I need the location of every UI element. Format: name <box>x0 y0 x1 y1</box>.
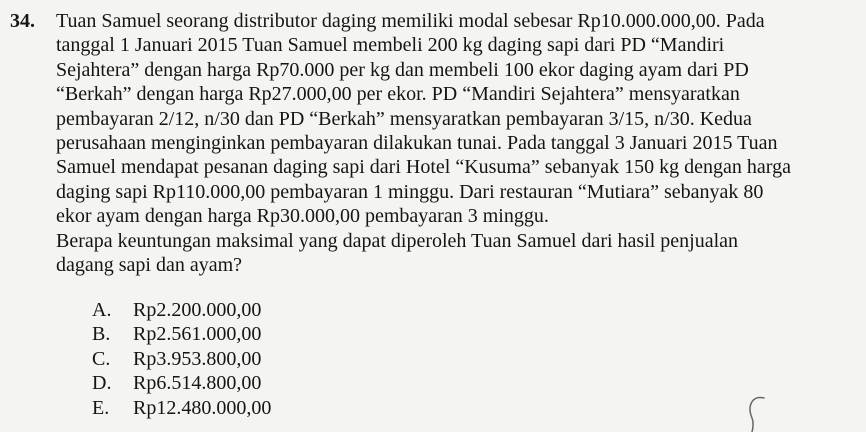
option-letter: C. <box>92 347 111 370</box>
option-a <box>92 298 271 322</box>
stem-line: perusahaan menginginkan pembayaran dilakukan tunai. Pada tanggal 3 Januari 2015 Tuan <box>56 132 778 155</box>
option-c <box>92 347 271 371</box>
question-stem <box>56 9 866 277</box>
stem-line: tanggal 1 Januari 2015 Tuan Samuel membeli 200 kg daging sapi dari PD “Mandiri <box>56 34 725 57</box>
stem-line: dagang sapi dan ayam? <box>56 254 243 277</box>
answer-options <box>92 298 271 420</box>
stem-line: Tuan Samuel seorang distributor daging memiliki modal sebesar Rp10.000.000,00. Pada <box>56 10 765 32</box>
stem-line: ekor ayam dengan harga Rp30.000,00 pembayaran 3 minggu. <box>56 205 549 228</box>
option-text: Rp12.480.000,00 <box>133 396 272 419</box>
option-d <box>92 371 271 395</box>
option-letter: A. <box>92 299 112 321</box>
option-text: Rp6.514.800,00 <box>133 372 262 395</box>
option-e <box>92 396 271 420</box>
option-b <box>92 322 271 346</box>
option-letter: B. <box>92 323 111 346</box>
pencil-stroke <box>750 398 764 432</box>
option-text: Rp3.953.800,00 <box>133 347 262 370</box>
option-text: Rp2.200.000,00 <box>133 299 262 321</box>
stem-line: Sejahtera” dengan harga Rp70.000 per kg dan membeli 100 ekor daging ayam dari PD <box>56 58 749 81</box>
stem-line: “Berkah” dengan harga Rp27.000,00 per ekor. PD “Mandiri Sejahtera” mensyaratkan <box>56 83 740 106</box>
stem-line: daging sapi Rp110.000,00 pembayaran 1 minggu. Dari restauran “Mutiara” sebanyak 80 <box>56 180 764 203</box>
pencil-mark <box>743 392 769 432</box>
stem-line: Samuel mendapat pesanan daging sapi dari Hotel “Kusuma” sebanyak 150 kg dengan harga <box>56 156 791 179</box>
stem-line: Berapa keuntungan maksimal yang dapat diperoleh Tuan Samuel dari hasil penjualan <box>56 229 739 252</box>
option-text: Rp2.561.000,00 <box>133 323 262 346</box>
stem-line: pembayaran 2/12, n/30 dan PD “Berkah” mensyaratkan pembayaran 3/15, n/30. Kedua <box>56 107 752 130</box>
option-letter: D. <box>92 372 112 395</box>
question-number: 34. <box>10 10 35 32</box>
option-letter: E. <box>92 396 110 419</box>
